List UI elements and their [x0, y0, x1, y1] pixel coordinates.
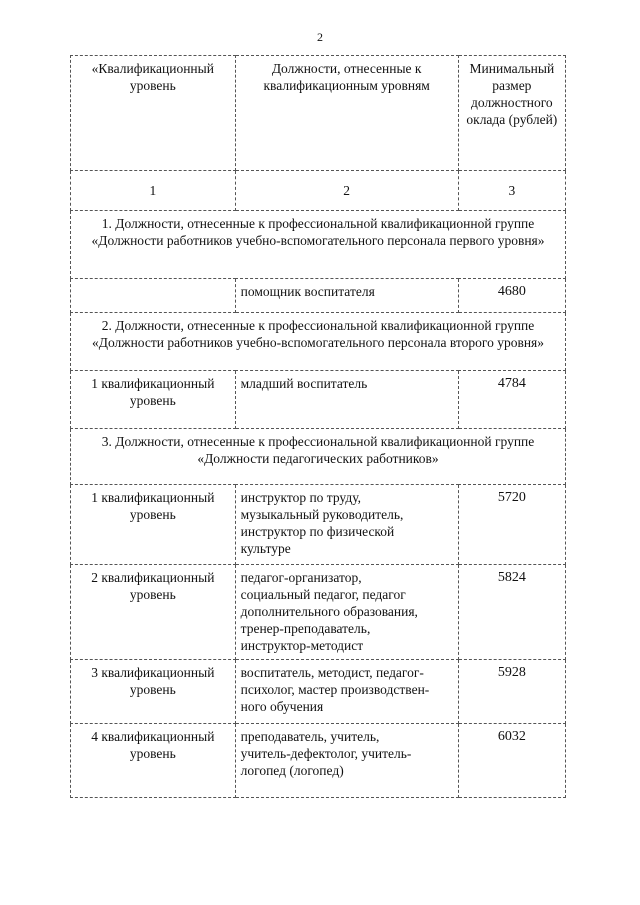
header-positions: Должности, отнесенные к квалификационным уровням — [235, 56, 458, 171]
positions-cell — [235, 660, 458, 724]
position-line: младший воспитатель — [240, 376, 368, 391]
table-row — [71, 279, 566, 313]
column-number-2: 2 — [235, 171, 458, 211]
position-line: помощник воспитателя — [240, 284, 375, 299]
column-number-3: 3 — [458, 171, 565, 211]
position-line: инструктор по физической — [240, 524, 395, 539]
position-line: преподаватель, учитель, — [240, 729, 380, 744]
positions-cell — [235, 371, 458, 429]
section-row — [71, 313, 566, 371]
position-line: воспитатель, методист, педагог- — [240, 665, 424, 680]
qualification-level: 4 квалификационный уровень — [71, 724, 236, 798]
section-title: 1. Должности, отнесенные к профессиональной квалификационной группе «Должности работников учебно-вспомогательного персонала первого уровня» — [71, 211, 566, 279]
position-line: культуре — [240, 541, 291, 556]
page-number: 2 — [317, 30, 323, 44]
min-salary: 5720 — [458, 485, 565, 565]
min-salary: 5824 — [458, 565, 565, 660]
position-line: педагог-организатор, — [240, 570, 362, 585]
position-line: дополнительного образования, — [240, 604, 418, 619]
table-row — [71, 565, 566, 660]
section-title: 3. Должности, отнесенные к профессиональной квалификационной группе «Должности педагогических работников» — [71, 429, 566, 485]
header-min-salary: Минимальный размер должностного оклада (рублей) — [458, 56, 565, 171]
salary-table — [70, 55, 566, 798]
table-row — [71, 660, 566, 724]
column-number-1: 1 — [71, 171, 236, 211]
positions-cell — [235, 279, 458, 313]
positions-cell — [235, 485, 458, 565]
table-row — [71, 724, 566, 798]
positions-cell — [235, 565, 458, 660]
qualification-level: 1 квалификационный уровень — [71, 485, 236, 565]
position-line: учитель-дефектолог, учитель- — [240, 746, 412, 761]
table-row — [71, 371, 566, 429]
section-title: 2. Должности, отнесенные к профессиональной квалификационной группе «Должности работников учебно-вспомогательного персонала второго уровня» — [71, 313, 566, 371]
positions-cell — [235, 724, 458, 798]
position-line: тренер-преподаватель, — [240, 621, 371, 636]
qualification-level: 1 квалификационный уровень — [71, 371, 236, 429]
section-row — [71, 429, 566, 485]
qualification-level: 3 квалификационный уровень — [71, 660, 236, 724]
position-line: логопед (логопед) — [240, 763, 344, 778]
table-header-row — [71, 56, 566, 171]
position-line: музыкальный руководитель, — [240, 507, 404, 522]
section-row — [71, 211, 566, 279]
position-line: ного обучения — [240, 699, 324, 714]
header-qualification-level: «Квалификационный уровень — [71, 56, 236, 171]
min-salary: 4680 — [458, 279, 565, 313]
qualification-level: 2 квалификационный уровень — [71, 565, 236, 660]
position-line: инструктор по труду, — [240, 490, 361, 505]
position-line: социальный педагог, педагог — [240, 587, 406, 602]
position-line: психолог, мастер производствен- — [240, 682, 430, 697]
min-salary: 4784 — [458, 371, 565, 429]
min-salary: 5928 — [458, 660, 565, 724]
table-row — [71, 485, 566, 565]
column-number-row — [71, 171, 566, 211]
position-line: инструктор-методист — [240, 638, 364, 653]
min-salary: 6032 — [458, 724, 565, 798]
qualification-level — [71, 279, 236, 313]
